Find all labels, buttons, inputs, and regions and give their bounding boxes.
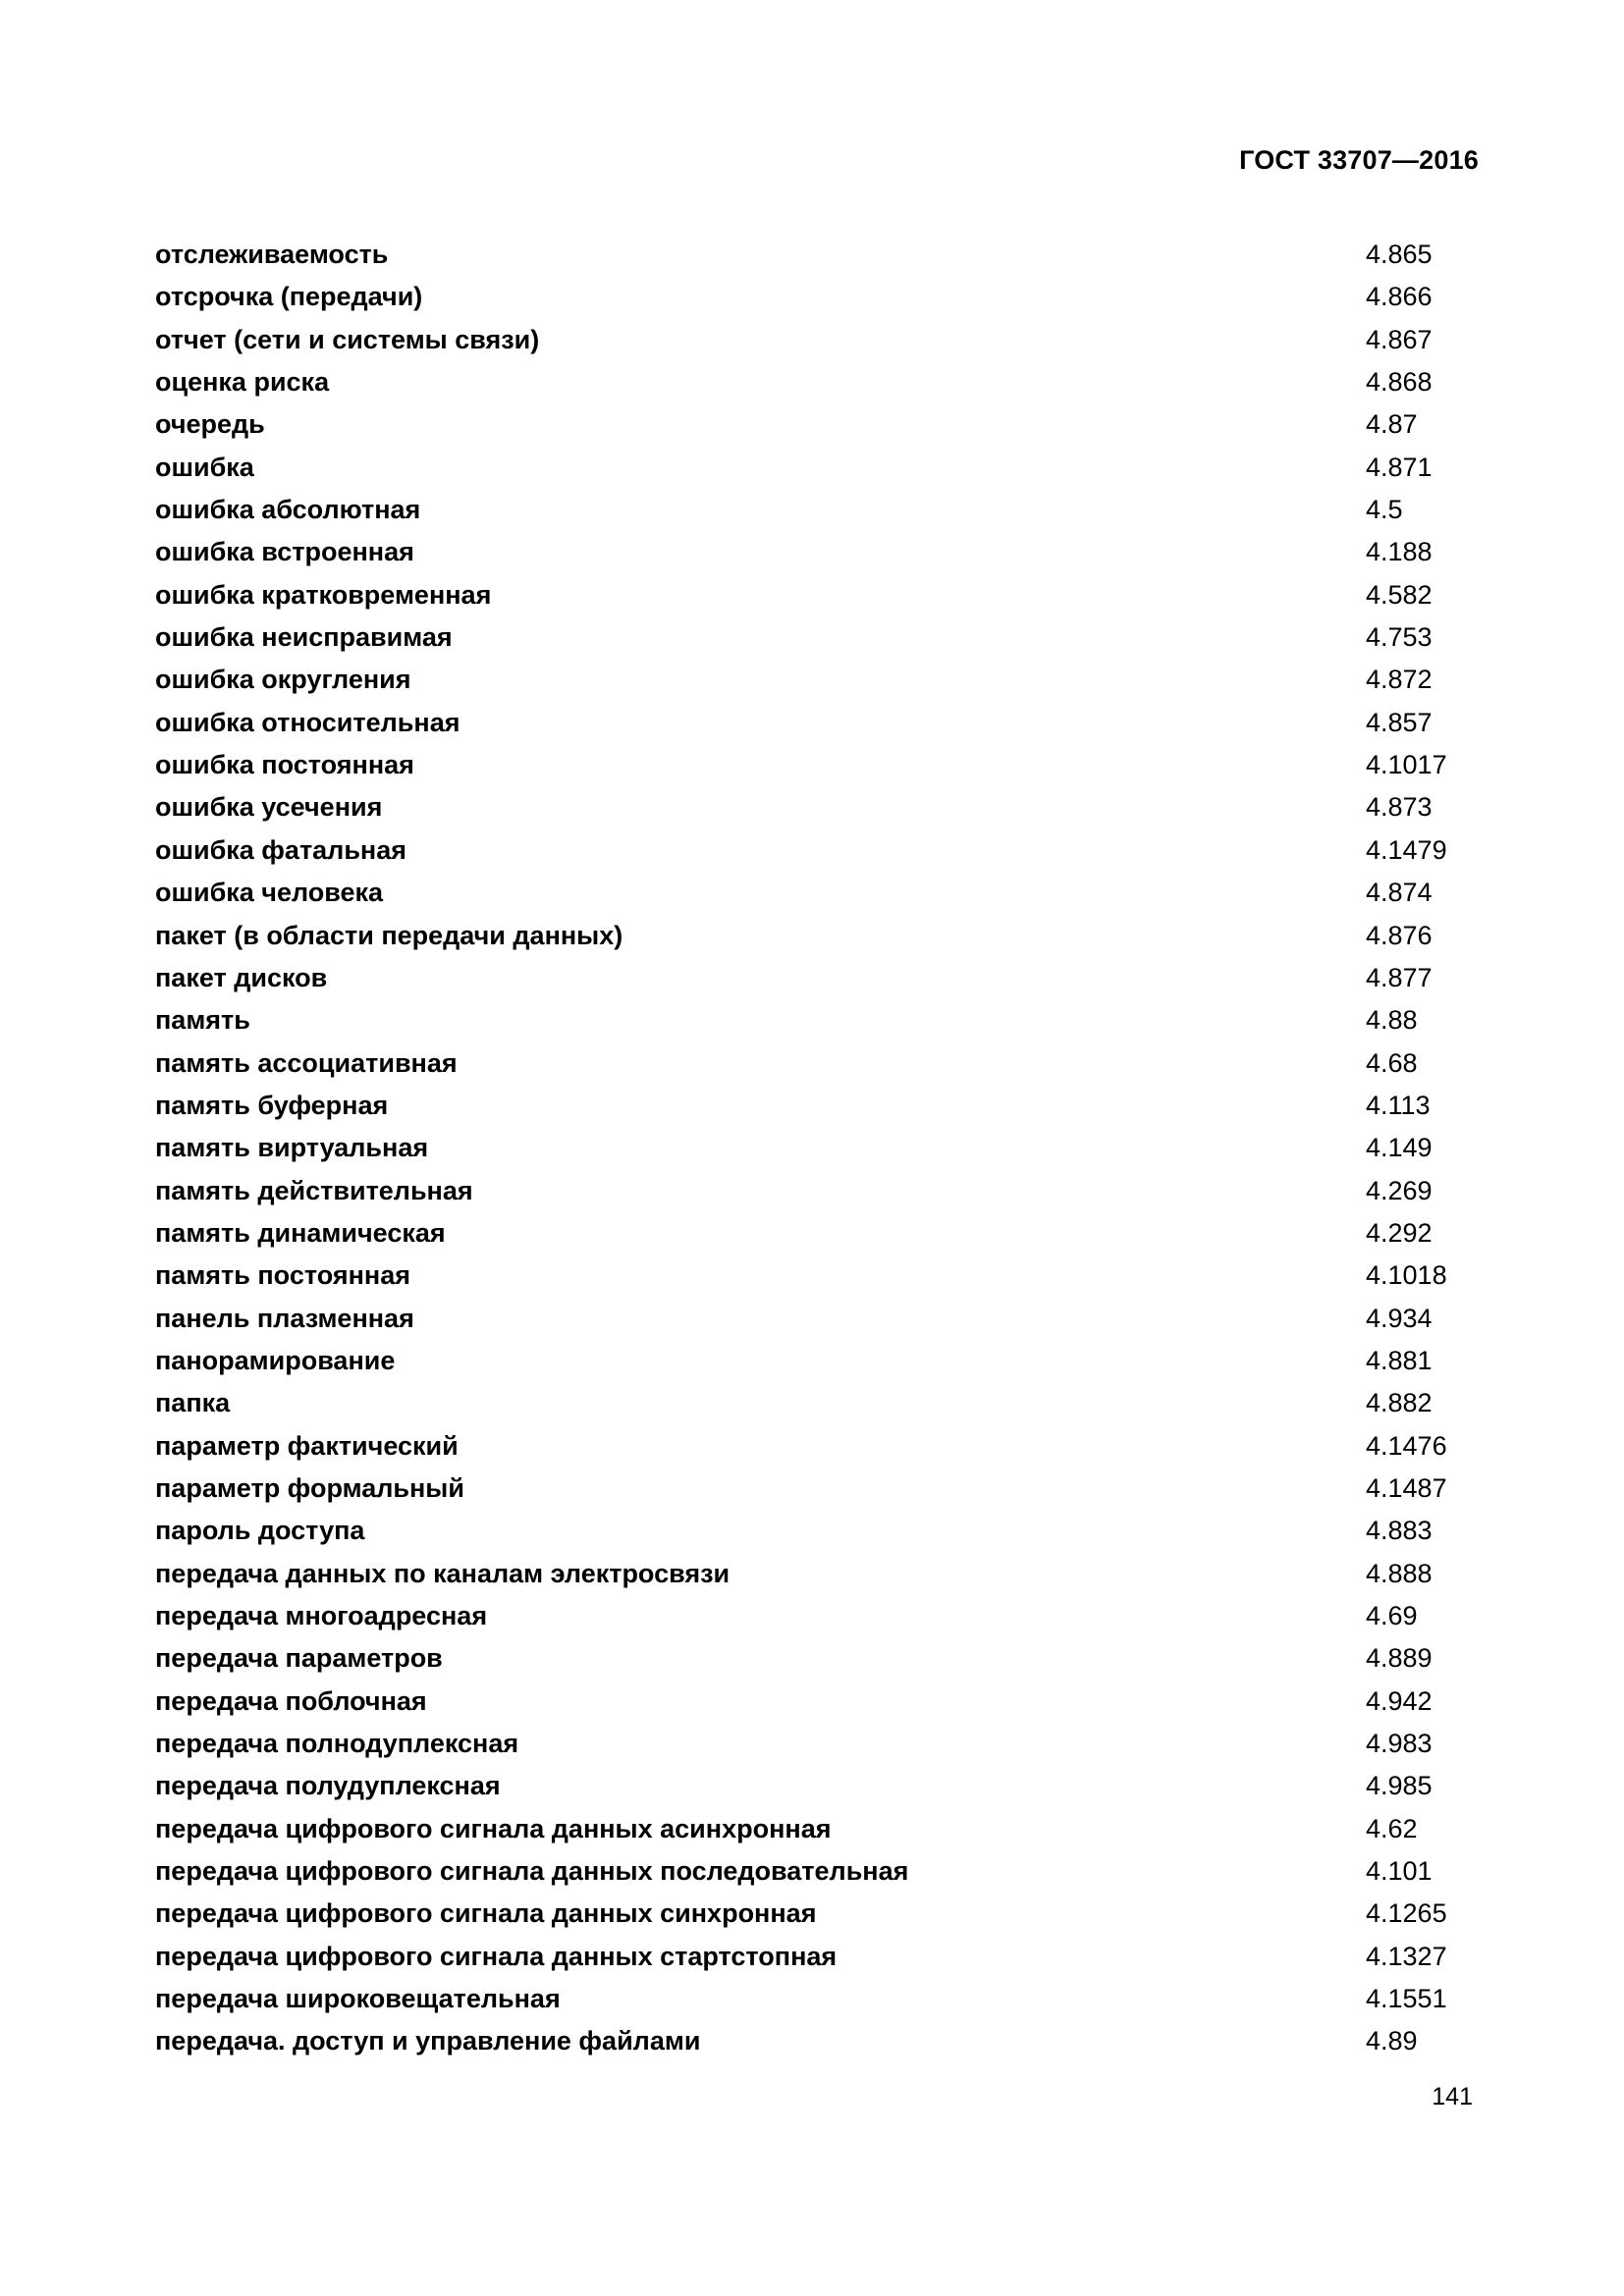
index-ref-number: 4.68 [1366,1047,1418,1078]
index-ref-number: 4.269 [1366,1175,1433,1205]
index-ref-number: 4.1476 [1366,1430,1447,1461]
document-header: ГОСТ 33707—2016 [1239,145,1479,175]
index-term: передача цифрового сигнала данных последовательная [155,1856,909,1887]
index-entry [155,238,1481,280]
index-term: передача цифрового сигнала данных стартстопная [155,1941,838,1971]
index-term: очередь [155,409,265,440]
index-entry [155,1557,1481,1599]
index-entry [155,1046,1481,1089]
index-ref-number: 4.866 [1366,282,1433,312]
index-term: память постоянная [155,1260,410,1291]
index-entry [155,1302,1481,1344]
index-term: передача параметров [155,1643,443,1674]
index-entry [155,323,1481,365]
index-ref-number: 4.292 [1366,1217,1433,1248]
index-ref-number: 4.62 [1366,1813,1418,1843]
index-term: пакет дисков [155,962,328,992]
index-ref-number: 4.69 [1366,1601,1418,1630]
index-ref-number: 4.1018 [1366,1260,1447,1291]
index-ref-number: 4.753 [1366,622,1433,653]
index-ref-number: 4.582 [1366,579,1433,610]
index-term: панель плазменная [155,1303,414,1333]
index-ref-number: 4.857 [1366,707,1433,737]
index-term: передача данных по каналам электросвязи [155,1558,731,1588]
index-term: память ассоциативная [155,1047,458,1078]
index-entry [155,1471,1481,1514]
index-term: память динамическая [155,1217,446,1248]
index-term: оценка риска [155,367,330,398]
index-ref-number: 4.149 [1366,1133,1433,1163]
index-ref-number: 4.1479 [1366,834,1447,865]
index-term: ошибка кратковременная [155,579,492,610]
index-entry [155,1727,1481,1769]
index-entry [155,663,1481,705]
index-entry [155,1089,1481,1131]
index-entry [155,578,1481,620]
index-term: ошибка человека [155,878,384,908]
index-term: память [155,1005,250,1036]
index-entry [155,493,1481,535]
index-ref-number: 4.873 [1366,792,1433,823]
index-ref-number: 4.865 [1366,240,1433,269]
index-term: ошибка неисправимая [155,622,453,653]
index-term: папка [155,1388,231,1418]
index-term: ошибка [155,452,254,482]
index-ref-number: 4.985 [1366,1771,1433,1801]
index-ref-number: 4.188 [1366,537,1433,567]
index-ref-number: 4.942 [1366,1685,1433,1716]
index-term: передача полнодуплексная [155,1729,519,1759]
index-ref-number: 4.934 [1366,1303,1433,1333]
index-ref-number: 4.1487 [1366,1472,1447,1503]
index-ref-number: 4.89 [1366,2026,1418,2056]
index-ref-number: 4.113 [1366,1090,1431,1120]
index-entry [155,961,1481,1003]
index-entry [155,1982,1481,2024]
index-entry [155,1174,1481,1216]
index-ref-number: 4.88 [1366,1005,1418,1036]
index-term: пароль доступа [155,1516,365,1546]
index-term: ошибка относительная [155,707,460,737]
index-term: параметр фактический [155,1430,459,1461]
index-entry [155,1344,1481,1386]
index-entry [155,1429,1481,1471]
index-ref-number: 4.101 [1366,1856,1433,1887]
index-entry [155,535,1481,577]
index-entry [155,1769,1481,1811]
index-term: ошибка усечения [155,792,383,823]
index-ref-number: 4.872 [1366,665,1433,695]
index-ref-number: 4.868 [1366,367,1433,398]
index-ref-number: 4.871 [1366,452,1433,482]
index-term: ошибка абсолютная [155,495,421,525]
index-entry [155,1854,1481,1896]
index-ref-number: 4.876 [1366,920,1433,950]
index-entry [155,919,1481,961]
index-entry [155,1684,1481,1727]
index-term: память буферная [155,1090,389,1120]
index-term: ошибка округления [155,665,411,695]
index-term: память действительная [155,1175,473,1205]
index-entry [155,748,1481,790]
index-entry [155,407,1481,450]
index-term: параметр формальный [155,1472,464,1503]
index-ref-number: 4.888 [1366,1558,1433,1588]
index-entry [155,1258,1481,1301]
index-ref-number: 4.1327 [1366,1941,1447,1971]
index-entry [155,365,1481,407]
index-term: передача цифрового сигнала данных асинхронная [155,1813,832,1843]
index-entry [155,1131,1481,1173]
index-entry [155,706,1481,748]
index-entry [155,876,1481,918]
index-entry [155,1940,1481,1982]
index-term: передача поблочная [155,1685,427,1716]
index-ref-number: 4.983 [1366,1729,1433,1759]
index-term: панорамирование [155,1345,396,1375]
index-ref-number: 4.881 [1366,1345,1433,1375]
page-number: 141 [1432,2083,1473,2110]
index-term: отсрочка (передачи) [155,282,423,312]
index-term: ошибка встроенная [155,537,414,567]
index-ref-number: 4.1265 [1366,1898,1447,1929]
index-entry [155,2024,1481,2066]
index-term: передача цифрового сигнала данных синхронная [155,1898,817,1929]
index-term: передача полудуплексная [155,1771,501,1801]
index-term: отчет (сети и системы связи) [155,324,540,354]
index-term: отслеживаемость [155,240,389,269]
index-entry [155,790,1481,832]
index-entry [155,1641,1481,1683]
index-term: передача многоадресная [155,1601,488,1630]
index-entry [155,1514,1481,1556]
index-ref-number: 4.874 [1366,878,1433,908]
index-ref-number: 4.5 [1366,495,1403,525]
index-ref-number: 4.1017 [1366,750,1447,780]
index-term: передача широковещательная [155,1984,561,2014]
index-term: память виртуальная [155,1133,429,1163]
index-entry [155,620,1481,663]
index-ref-number: 4.1551 [1366,1984,1447,2014]
index-ref-number: 4.889 [1366,1643,1433,1674]
index-ref-number: 4.867 [1366,324,1433,354]
index-entry [155,451,1481,493]
index-term: ошибка фатальная [155,834,407,865]
index-entry [155,1003,1481,1045]
index-term: ошибка постоянная [155,750,414,780]
index-entry [155,1386,1481,1428]
index-ref-number: 4.87 [1366,409,1418,440]
index-term: пакет (в области передачи данных) [155,920,623,950]
index-entry [155,1812,1481,1854]
index-entry [155,1216,1481,1258]
index-ref-number: 4.883 [1366,1516,1433,1546]
index-entry [155,1599,1481,1641]
index-ref-number: 4.882 [1366,1388,1433,1418]
index-ref-number: 4.877 [1366,962,1433,992]
term-index-list [155,238,1481,2067]
index-term: передача. доступ и управление файлами [155,2026,701,2056]
index-entry [155,833,1481,876]
index-entry [155,280,1481,322]
index-entry [155,1896,1481,1939]
